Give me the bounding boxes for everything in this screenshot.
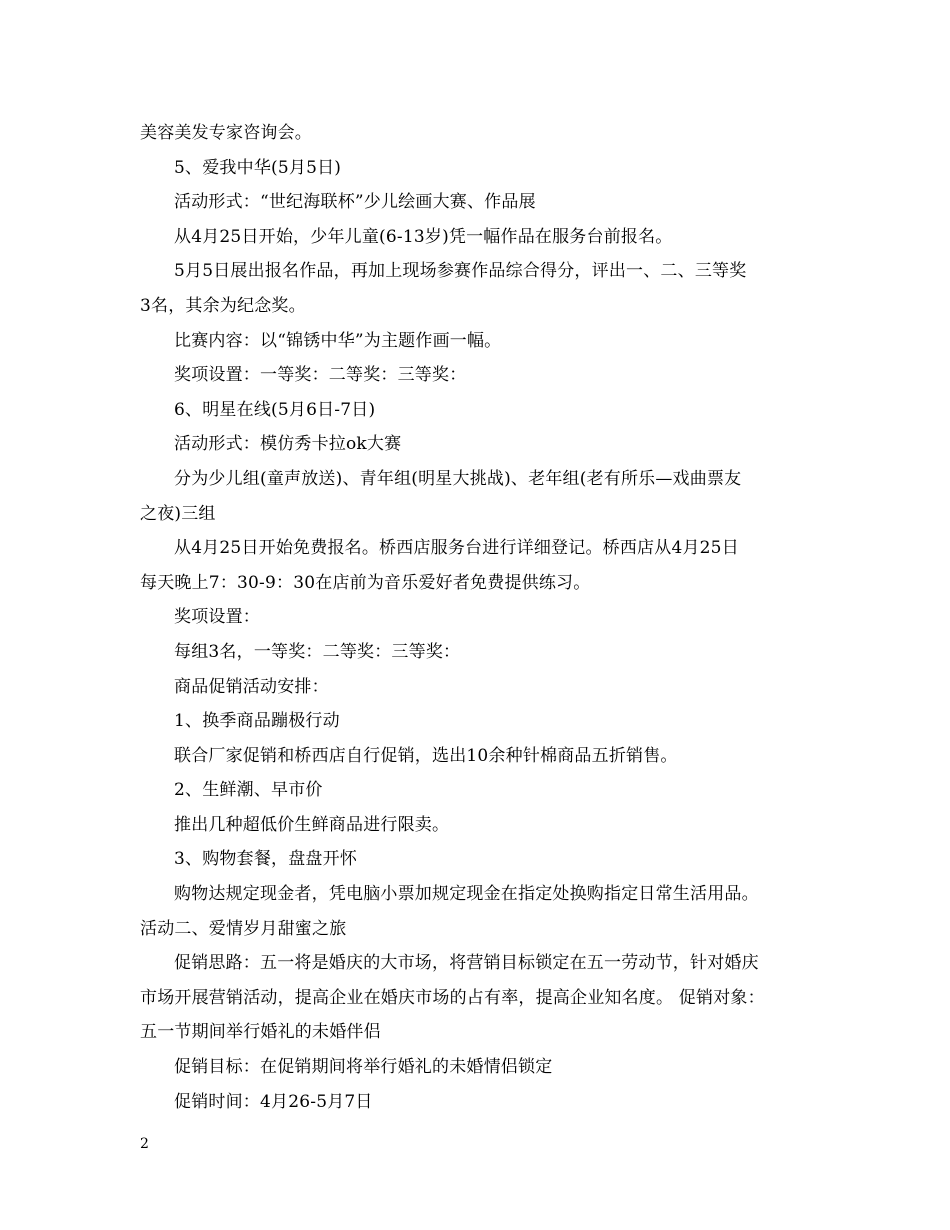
section-heading: 1、换季商品蹦极行动	[174, 711, 340, 732]
text-line: 比赛内容：以“锦锈中华”为主题作画一幅。	[174, 330, 502, 351]
text-line: 每天晚上7：30-9：30在店前为音乐爱好者免费提供练习。	[140, 572, 591, 593]
section-heading: 3、购物套餐，盘盘开怀	[174, 849, 358, 870]
text-line: 五一节期间举行婚礼的未婚伴侣	[140, 1022, 381, 1043]
text-line: 推出几种超低价生鲜商品进行限卖。	[174, 814, 450, 835]
document-body	[140, 116, 820, 1119]
text-line: 从4月25日开始，少年儿童(6-13岁)凭一幅作品在服务台前报名。	[174, 226, 673, 247]
page-number: 2	[140, 1136, 149, 1152]
text-line: 促销思路：五一将是婚庆的大市场，将营销目标锁定在五一劳动节，针对婚庆	[174, 953, 759, 974]
text-line: 活动形式：模仿秀卡拉ok大赛	[174, 434, 402, 455]
text-line: 美容美发专家咨询会。	[140, 123, 312, 143]
text-line: 之夜)三组	[140, 503, 216, 524]
text-line: 5月5日展出报名作品，再加上现场参赛作品综合得分，评出一、二、三等奖	[174, 261, 747, 282]
text-line: 奖项设置：	[174, 607, 260, 628]
text-line: 促销目标：在促销期间将举行婚礼的未婚情侣锁定	[174, 1057, 553, 1078]
text-line: 奖项设置：一等奖：二等奖：三等奖：	[174, 365, 467, 386]
section-heading: 6、明星在线(5月6日-7日)	[174, 399, 376, 420]
text-line: 促销时间：4月26-5月7日	[174, 1091, 373, 1112]
section-heading: 活动二、爱情岁月甜蜜之旅	[140, 918, 347, 939]
text-line: 购物达规定现金者，凭电脑小票加规定现金在指定处换购指定日常生活用品。	[174, 884, 759, 905]
text-line: 分为少儿组(童声放送)、青年组(明星大挑战)、老年组(老有所乐—戏曲票友	[174, 468, 742, 489]
text-line: 从4月25日开始免费报名。桥西店服务台进行详细登记。桥西店从4月25日	[174, 538, 739, 559]
text-line: 活动形式：“世纪海联杯”少儿绘画大赛、作品展	[174, 192, 536, 213]
text-line: 联合厂家促销和桥西店自行促销，选出10余种针棉商品五折销售。	[174, 745, 678, 766]
section-heading: 5、爱我中华(5月5日)	[174, 157, 342, 178]
section-heading: 2、生鲜潮、早市价	[174, 780, 323, 801]
text-line: 每组3名，一等奖：二等奖：三等奖：	[174, 641, 461, 662]
text-line: 市场开展营销活动，提高企业在婚庆市场的占有率，提高企业知名度。 促销对象：	[140, 987, 765, 1008]
section-heading: 商品促销活动安排：	[174, 676, 329, 697]
text-line: 3名，其余为纪念奖。	[140, 295, 306, 316]
